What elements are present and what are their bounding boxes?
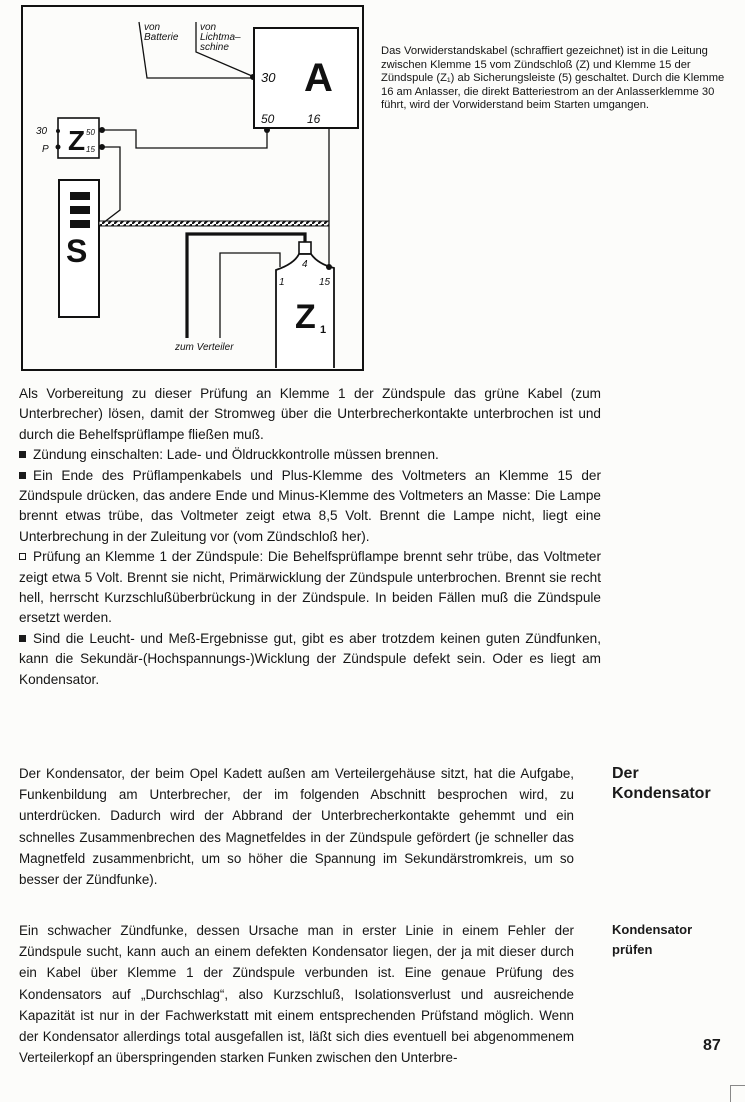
coil-label-sub: 1	[320, 324, 327, 336]
fuse-box-label: S	[66, 233, 88, 269]
pruefen-heading-1: Kondensator	[612, 922, 693, 937]
starter-box	[254, 28, 358, 128]
wire-ignition	[103, 147, 120, 223]
coil-label: Z	[295, 298, 316, 336]
figure-caption: Das Vorwiderstandskabel (schraffiert gezeichnet) ist in die Leitung zwischen Klemme 15 vom Zündschloß (Z) und Klemme 15 der Zündspule (Z₁) ab Sicherungsleiste (5) geschaltet. Durch die Klemme 16 am Anlasser, die direkt Batteriestrom an der Anlasserklemme 30 führt, wird der Vorwiderstand beim Starten umgangen.	[381, 45, 725, 111]
page-number: 87	[703, 1037, 721, 1054]
kondensator-text: Der Kondensator, der beim Opel Kadett außen am Verteilergehäuse sitzt, hat die Aufgabe, Funkenbildung am Unterbrecher, der im folgenden Abschnitt besprochen wird, zu unterdrücken. Dadurch wird der Abbrand der Unterbrecherkontakte gehemmt und ein schnelles Zusammenbrechen des Magnetfeldes in der Zündspule gefördert (je schneller das Magnetfeld zusammenbricht, um so höher die Spannung im Sekundärstromkreis, um so besser der Zündfunke).	[19, 766, 574, 888]
pruefen-text: Ein schwacher Zündfunke, dessen Ursache man in erster Linie in einem Fehler der Zündspule sucht, kann auch an einem defekten Kondensator liegen, der ja mit dieser durch ein Kabel über Klemme 1 der Zündspule verbunden ist. Eine genaue Prüfung des Kondensators auf „Durchschlag“, also Kurzschluß, Isolationsverlust und ausreichende Kapazität ist nur in der Fachwerkstatt mit einem entsprechenden Prüfstand möglich. Wenn der Kondensator allerdings total ausgefallen ist, läßt sich dies eventuell bei abgenommenem Verteilerkopf an überspringenden starken Funken zwischen den Unterbre-	[19, 923, 574, 1066]
ignition-switch	[36, 118, 105, 158]
ignition-coil	[276, 242, 334, 368]
bullet-icon	[19, 635, 26, 642]
test-instructions	[19, 384, 601, 690]
open-bullet-icon	[19, 553, 26, 560]
pruefen-heading-2: prüfen	[612, 942, 653, 957]
starter-terminal-50: 50	[261, 112, 275, 126]
label-von-lichtmaschine: von	[200, 22, 217, 33]
switch-label: Z	[68, 125, 86, 156]
kondensator-heading: Der Kondensator	[612, 765, 711, 802]
bullet-icon	[19, 451, 26, 458]
coil-terminal-1: 1	[279, 277, 285, 288]
starter-terminal-16: 16	[307, 112, 321, 126]
switch-terminal-p: P	[42, 144, 49, 155]
pruefen-section	[19, 920, 574, 1068]
instruction-step: Zündung einschalten: Lade- und Öldruckkontrolle müssen brennen.	[19, 445, 601, 465]
instructions-intro: Als Vorbereitung zu dieser Prüfung an Klemme 1 der Zündspule das grüne Kabel (zum Unterbrecher) lösen, damit der Stromweg über die Unterbrecherkontakte unterbrochen ist und durch die Behelfsprüflampe fließen muß.	[19, 386, 601, 442]
page-corner-mark	[730, 1085, 745, 1102]
bullet-icon	[19, 472, 26, 479]
label-batterie: Batterie	[144, 32, 179, 43]
switch-terminal-15: 15	[86, 145, 95, 154]
instruction-step: Prüfung an Klemme 1 der Zündspule: Die Behelfsprüflampe brennt sehr trübe, das Voltmeter zeigt etwa 5 Volt. Brennt sie nicht, Primärwicklung der Zündspule unterbrochen. Brennt sie recht hell, herrscht Kurzschlußüberbrückung in der Zündspule. In beiden Fällen muß die Zündspule ersetzt werden.	[19, 549, 601, 626]
coil-terminal-15: 15	[319, 277, 331, 288]
instruction-step: Ein Ende des Prüflampenkabels und Plus-Klemme des Voltmeters an Klemme 15 der Zündspule drücken, das andere Ende und Minus-Klemme des Voltmeters an Masse: Die Lampe brennt etwas trübe, das Voltmeter zeigt etwa 8,5 Volt. Brennt die Lampe nicht, liegt eine Unterbrechung in der Zuleitung vor (vom Zündschloß her).	[19, 467, 601, 544]
label-schine: schine	[200, 42, 229, 53]
label-lichtmaschine: Lichtma–	[200, 32, 241, 43]
starter-label: A	[304, 56, 333, 100]
kondensator-section	[19, 763, 574, 890]
fuse-box	[59, 180, 99, 317]
switch-terminal-50: 50	[86, 128, 95, 137]
instruction-step: Sind die Leucht- und Meß-Ergebnisse gut, gibt es aber trotzdem keinen guten Zündfunken, kann die Sekundär-(Hochspannungs-)Wicklung der Zündspule defekt sein. Oder es liegt am Kondensator.	[19, 630, 601, 687]
label-zum-verteiler: zum Verteiler	[175, 342, 234, 353]
starter-terminal-30: 30	[261, 70, 276, 85]
wiring-diagram	[18, 2, 368, 374]
switch-terminal-30: 30	[36, 126, 48, 137]
coil-terminal-4: 4	[302, 259, 308, 270]
wire-start	[104, 130, 267, 148]
resistor-cable	[99, 221, 329, 226]
label-von-batterie: von	[144, 22, 161, 33]
wire-distributor	[220, 253, 280, 338]
